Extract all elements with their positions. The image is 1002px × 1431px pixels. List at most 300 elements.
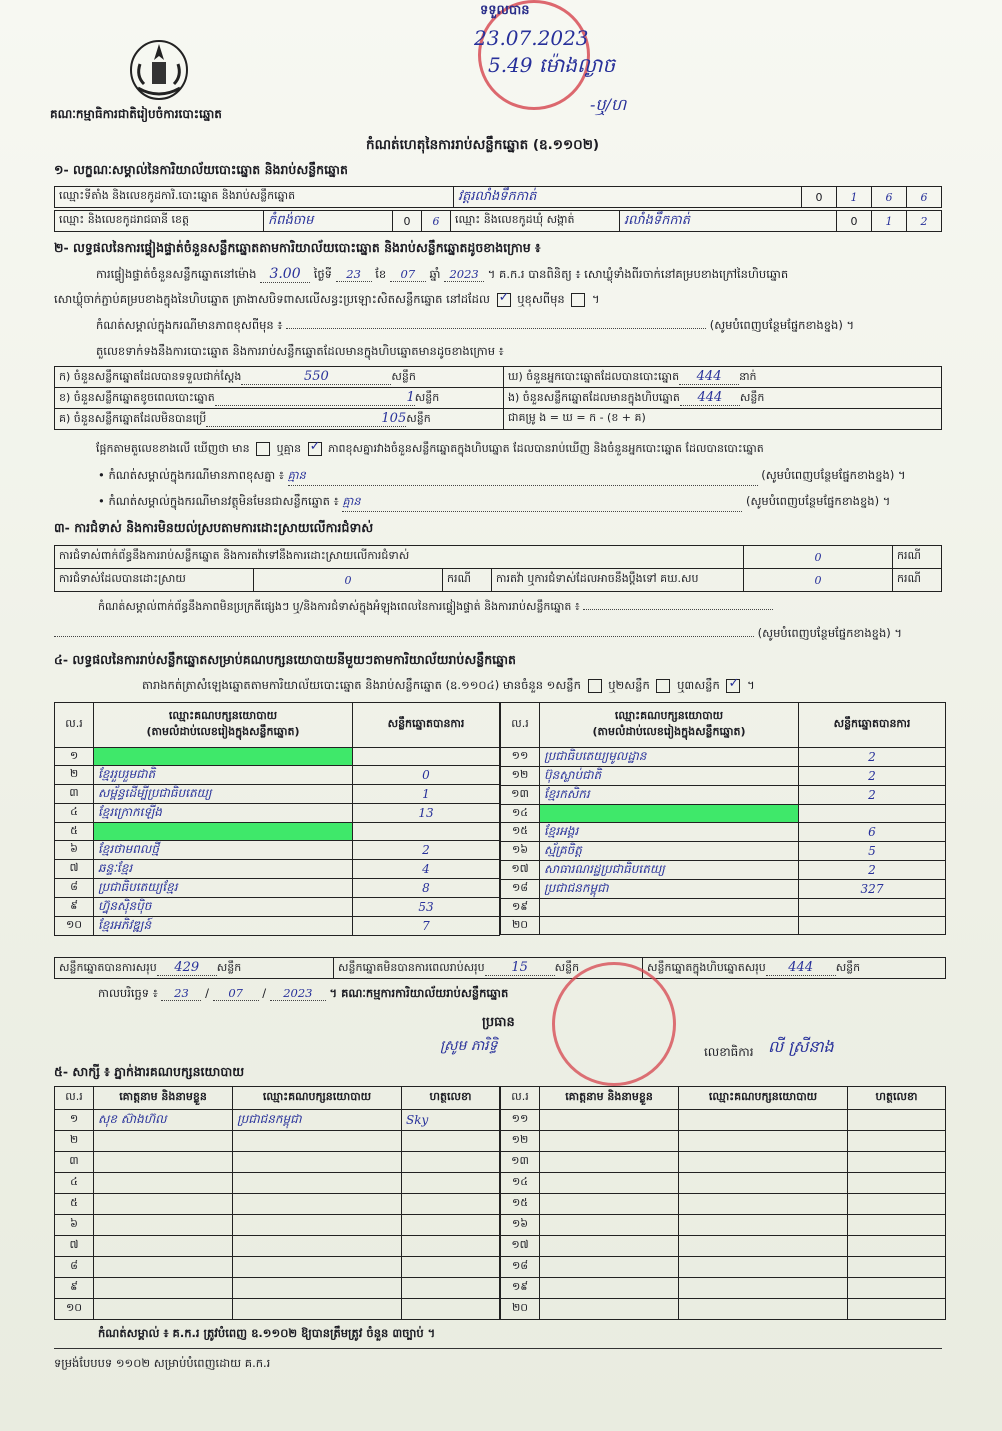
witness-name-cell[interactable] [94, 1257, 233, 1278]
table-row [501, 1131, 946, 1152]
witness-no-cell: ១១ [501, 1110, 540, 1131]
vr-votes-cell: 327 [799, 880, 946, 899]
table-row [55, 841, 500, 860]
vr-votes-cell [799, 805, 946, 823]
vl-party-cell: ខ្មែររួបរួមជាតិ [94, 766, 353, 785]
witness-name-cell[interactable]: សុខ ស៊ាងហ៊ល [94, 1110, 233, 1131]
count-b-value: 1 [215, 390, 415, 406]
section4-title: ៤- លទ្ធផលនៃការរាប់សន្លឹកឆ្នោតសម្រាប់គណបក្សនយោបាយនីមួយៗតាមការិយាល័យរាប់សន្លឹកឆ្នោត [54, 652, 516, 667]
witness-no-cell: ១៩ [501, 1278, 540, 1299]
table-row [501, 880, 946, 899]
witness-table-right [500, 1086, 946, 1320]
witness-no-cell: ៧ [55, 1236, 94, 1257]
wr-col-name: គោត្តនាម និងនាមខ្លួន [540, 1087, 679, 1110]
table-row [55, 1110, 500, 1131]
s1-row1-label: ឈ្មោះទីតាំង និងលេខកូដការិ.បោះឆ្នោត និងរាប់សន្លឹកឆ្នោត [55, 187, 454, 208]
vr-votes-cell: 2 [799, 861, 946, 880]
total-box-label: សន្លឹកឆ្នោតក្នុងហិបឆ្នោតសរុប [647, 960, 766, 974]
vr-no-cell: ១២ [501, 767, 540, 786]
witness-no-cell: ៤ [55, 1173, 94, 1194]
s1-code-4: 6 [907, 187, 942, 208]
witness-no-cell: ២ [55, 1131, 94, 1152]
s3-r2-label: ការជំទាស់ដែលបានដោះស្រាយ [55, 569, 254, 592]
table-row [55, 823, 500, 841]
s3-r2b-case: ករណី [893, 569, 942, 592]
section1-table-row2 [54, 210, 942, 232]
s3-fill-hint: (សូមបំពេញបន្ថែមផ្នែកខាងខ្នង) ។ [757, 626, 902, 640]
vl-votes-cell: 13 [353, 804, 500, 823]
compare-b: ឬគ្មាន [276, 442, 302, 455]
witness-sign-cell[interactable] [848, 1257, 946, 1278]
footer-form-ref: ទម្រង់បែបបទ ១១០២ សម្រាប់បំពេញដោយ គ.ក.រ [54, 1356, 271, 1370]
count-a-value: 550 [241, 369, 391, 385]
count-d-value: 444 [679, 369, 739, 385]
s1-code-2: 1 [837, 187, 872, 208]
vl-votes-cell [353, 823, 500, 841]
vl-no-cell: ២ [55, 766, 94, 785]
section1-title: ១- លក្ខណៈសម្គាល់នៃការិយាល័យបោះឆ្នោត និងរាប់សន្លឹកឆ្នោត [54, 162, 348, 177]
votes-table-left [54, 702, 500, 936]
done-year: 2023 [270, 986, 326, 1001]
table-row [501, 1194, 946, 1215]
witness-sign-cell[interactable] [402, 1131, 500, 1152]
table-row [501, 1152, 946, 1173]
count-d [504, 367, 942, 388]
table-row [55, 785, 500, 804]
witness-party-cell[interactable] [679, 1173, 848, 1194]
s2-line1-b: ។ គ.ក.រ បានពិនិត្យ ៖ សោឃ្លុំទាំងពីរចាក់នៅគម្របខាងក្រៅនៃហិបឆ្នោត [487, 267, 789, 281]
vl-votes-cell: 1 [353, 785, 500, 804]
total-valid-value: 429 [157, 960, 217, 976]
witness-sign-cell[interactable] [402, 1278, 500, 1299]
section5-title: ៥- សាក្សី ៖ ភ្នាក់ងារគណបក្សនយោបាយ [54, 1064, 245, 1079]
witness-party-cell[interactable] [679, 1299, 848, 1320]
count-b-unit: សន្លឹក [414, 390, 440, 404]
s1-code-1: 0 [802, 187, 837, 208]
witness-sign-cell[interactable] [402, 1194, 500, 1215]
witness-name-cell[interactable] [94, 1131, 233, 1152]
table-row [55, 1257, 500, 1278]
vl-no-cell: ៩ [55, 898, 94, 917]
wl-col-no: ល.រ [55, 1087, 94, 1110]
counts-table [54, 366, 942, 430]
vr-party-cell: ប្រជាធិបតេយ្យមូលដ្ឋាន [540, 748, 799, 767]
diff-note-row [98, 468, 906, 486]
vr-party-cell [540, 917, 799, 935]
wr-col-party: ឈ្មោះគណបក្សនយោបាយ [679, 1087, 848, 1110]
table-row [501, 1110, 946, 1131]
witness-name-cell[interactable] [94, 1299, 233, 1320]
witness-name-cell[interactable] [540, 1152, 679, 1173]
witness-party-cell[interactable] [679, 1110, 848, 1131]
vl-col-votes: សន្លឹកឆ្នោតបានការ [353, 703, 500, 748]
witness-sign-cell[interactable] [402, 1173, 500, 1194]
ballot-note-row [98, 494, 890, 512]
vr-no-cell: ១៧ [501, 861, 540, 880]
count-c-value: 105 [206, 411, 406, 427]
table-row [501, 823, 946, 842]
sheets-2-checkbox[interactable] [656, 679, 670, 693]
total-box-unit: សន្លឹក [835, 960, 861, 974]
witness-no-cell: ១០ [55, 1299, 94, 1320]
total-invalid-unit: សន្លឹក [554, 960, 580, 974]
table-row [55, 748, 500, 766]
count-b [55, 388, 504, 409]
s1-commune-code-1: 0 [837, 211, 872, 232]
form-title: កំណត់ហេតុនៃការរាប់សន្លឹកឆ្នោត (ឧ.១១០២) [366, 137, 600, 153]
witness-name-cell[interactable] [540, 1299, 679, 1320]
formula: ជាគម្រូ ង = ឃ = ក - (ខ + គ) [504, 409, 942, 430]
witness-party-cell[interactable] [233, 1173, 402, 1194]
footer-note: កំណត់សម្គាល់ ៖ គ.ក.រ ត្រូវបំពេញ ឧ.១១០២ ឱ្យបានត្រឹមត្រូវ ចំនួន ៣ច្បាប់ ។ [98, 1326, 436, 1340]
vr-col-party-title: ឈ្មោះគណបក្សនយោបាយ [614, 709, 724, 722]
count-c-unit: សន្លឹក [406, 411, 431, 425]
count-d-unit: នាក់ [739, 369, 757, 383]
count-e-unit: សន្លឹក [739, 390, 765, 404]
table-row [501, 1236, 946, 1257]
vl-party-cell: ប្រជាធិបតេយ្យខ្មែរ [94, 879, 353, 898]
s2-fill-hint: (សូមបំពេញបន្ថែមផ្នែកខាងខ្នង) ។ [709, 318, 855, 332]
sheets-1-checkbox[interactable] [588, 679, 602, 693]
table-row [501, 786, 946, 805]
section2-title: ២- លទ្ធផលនៃការផ្ទៀងផ្ទាត់ចំនួនសន្លឹកឆ្នោតតាមការិយាល័យបោះឆ្នោត និងរាប់សន្លឹកឆ្នោតដូចខាងក្រោម ៖ [54, 240, 541, 255]
witness-sign-cell[interactable] [848, 1110, 946, 1131]
witness-sign-cell[interactable] [402, 1215, 500, 1236]
vl-no-cell: ៦ [55, 841, 94, 860]
total-invalid-label: សន្លឹកឆ្នោតមិនបានការពេលរាប់សរុប [338, 960, 485, 974]
wl-col-party: ឈ្មោះគណបក្សនយោបាយ [233, 1087, 402, 1110]
witness-party-cell[interactable] [233, 1131, 402, 1152]
witness-party-cell[interactable] [233, 1257, 402, 1278]
vl-votes-cell [353, 748, 500, 766]
witness-no-cell: ១៣ [501, 1152, 540, 1173]
count-a [55, 367, 504, 388]
table-row [55, 804, 500, 823]
witness-name-cell[interactable] [94, 1236, 233, 1257]
table-row [55, 1152, 500, 1173]
witness-party-cell[interactable]: ប្រជាជនកម្ពុជា [233, 1110, 402, 1131]
diff-note-value: គ្មាន [288, 468, 758, 486]
witness-no-cell: ១៤ [501, 1173, 540, 1194]
count-c-label: គ) ចំនួនសន្លឹកឆ្នោតដែលមិនបានប្រើ [59, 411, 207, 425]
vr-party-cell [540, 899, 799, 917]
s2-counts-intro: តួលេខទាក់ទងនឹងការបោះឆ្នោត និងការរាប់សន្លឹកឆ្នោតដែលមានក្នុងហិបឆ្នោតមានដូចខាងក្រោម ៖ [96, 344, 504, 358]
witness-party-cell[interactable] [233, 1236, 402, 1257]
s2-note-dots [286, 328, 706, 329]
vr-col-votes: សន្លឹកឆ្នោតបានការ [799, 703, 946, 748]
vr-votes-cell [799, 899, 946, 917]
witness-no-cell: ១៥ [501, 1194, 540, 1215]
vr-votes-cell: 2 [799, 748, 946, 767]
witness-party-cell[interactable] [233, 1215, 402, 1236]
witness-sign-cell[interactable] [848, 1173, 946, 1194]
vr-votes-cell: 5 [799, 842, 946, 861]
s2-note-label: កំណត់សម្គាល់ក្នុងករណីមានភាពខុសពីមុន ៖ [96, 318, 283, 332]
ballot-note-hint: (សូមបំពេញបន្ថែមផ្នែកខាងខ្នង) ។ [745, 494, 891, 508]
no-diff-checkbox[interactable] [308, 442, 322, 456]
witness-name-cell[interactable] [94, 1173, 233, 1194]
witness-no-cell: ១ [55, 1110, 94, 1131]
receipt-time: 5.49 ម៉ោងល្ងាច [488, 53, 616, 77]
s2-line1 [96, 266, 946, 284]
witness-no-cell: ១៨ [501, 1257, 540, 1278]
table-row [501, 748, 946, 767]
receipt-date: 23.07.2023 [474, 26, 589, 50]
vl-col-party-title: ឈ្មោះគណបក្សនយោបាយ [168, 709, 278, 722]
table-row [55, 1215, 500, 1236]
s2-opt-same: ឬខុសពីមុន [517, 292, 565, 306]
s3-r2-case: ករណី [443, 569, 492, 592]
done-day: 23 [161, 986, 201, 1001]
witness-no-cell: ៣ [55, 1152, 94, 1173]
witness-party-cell[interactable] [233, 1152, 402, 1173]
witness-party-cell[interactable] [679, 1152, 848, 1173]
vr-no-cell: ១៣ [501, 786, 540, 805]
compare-row [96, 442, 764, 458]
vl-col-party [94, 703, 353, 748]
table-row [501, 805, 946, 823]
secretary-label: លេខាធិការ [704, 1045, 754, 1059]
different-checkbox[interactable] [571, 293, 585, 307]
witness-party-cell[interactable] [679, 1257, 848, 1278]
table-row [55, 898, 500, 917]
wl-col-name: គោត្តនាម និងនាមខ្លួន [94, 1087, 233, 1110]
s1-commune-code-2: 1 [872, 211, 907, 232]
table-row [55, 879, 500, 898]
s2-line2: សោឃ្លុំចាក់ភ្ជាប់គម្របខាងក្នុងនៃហិបឆ្នោត ត្រាងាសបិទពាសលើសន្ធះប្រឡោះសិតសន្លឹកឆ្នោត នៅដដែល [54, 292, 490, 306]
s3-r2-value: 0 [254, 569, 443, 592]
footer-divider [54, 1348, 942, 1349]
vl-votes-cell: 0 [353, 766, 500, 785]
vl-party-cell: សម្ព័ន្ធដើម្បីប្រជាធិបតេយ្យ [94, 785, 353, 804]
royal-emblem-icon [128, 38, 190, 102]
s1-commune-value: រលាំងទឹកកាត់ [620, 211, 837, 232]
vr-party-cell: ខ្មែរអង្គរ [540, 823, 799, 842]
same-checkbox[interactable] [497, 293, 511, 307]
s4-subtitle-c: ឬ៣សន្លឹក [677, 678, 720, 692]
vr-no-cell: ១៨ [501, 880, 540, 899]
witness-sign-cell[interactable]: Sky [402, 1110, 500, 1131]
count-e-value: 444 [680, 390, 740, 406]
s1-row2-code-2: 6 [422, 211, 451, 232]
vl-party-cell: ឆន្ទៈខ្មែរ [94, 860, 353, 879]
witness-sign-cell[interactable] [848, 1152, 946, 1173]
done-row: កាលបរិច្ឆេទ ៖ 23 / 07 / 2023 ។ គណៈកម្មការការិយាល័យរាប់សន្លឹកឆ្នោត [98, 986, 509, 1000]
witness-party-cell[interactable] [679, 1278, 848, 1299]
table-row [501, 842, 946, 861]
table-row [501, 1215, 946, 1236]
s1-row2-value: កំពង់ចាម [264, 211, 393, 232]
vl-no-cell: ១០ [55, 917, 94, 936]
witness-sign-cell[interactable] [848, 1299, 946, 1320]
witness-party-cell[interactable] [679, 1236, 848, 1257]
vr-col-no: ល.រ [501, 703, 540, 748]
ballot-note-value: គ្មាន [342, 494, 742, 512]
s2-day-label: ថ្ងៃទី [313, 267, 332, 281]
vl-party-cell: ខ្មែរថាមពលថ្មី [94, 841, 353, 860]
table-row [501, 767, 946, 786]
receipt-label: ទទួលបាន [480, 3, 530, 18]
table-row [501, 1257, 946, 1278]
total-valid-label: សន្លឹកឆ្នោតបានការសរុប [59, 960, 157, 974]
table-row [501, 899, 946, 917]
witness-no-cell: ១៧ [501, 1236, 540, 1257]
done-tail: ។ គណៈកម្មការការិយាល័យរាប់សន្លឹកឆ្នោត [329, 986, 509, 1000]
s2-day: 23 [336, 267, 372, 282]
vr-no-cell: ១៦ [501, 842, 540, 861]
witness-party-cell[interactable] [233, 1278, 402, 1299]
diff-note-label: • កំណត់សម្គាល់ក្នុងករណីមានភាពខុសគ្នា ៖ [98, 468, 284, 482]
table-row [55, 917, 500, 936]
count-a-unit: សន្លឹក [391, 369, 416, 383]
witness-no-cell: ១២ [501, 1131, 540, 1152]
vl-party-cell [94, 748, 353, 766]
section1-table [54, 186, 942, 208]
vr-col-party-sub: (តាមលំដាប់លេខរៀងក្នុងសន្លឹកឆ្នោត) [592, 725, 746, 738]
s2-line1-a: ការផ្ទៀងផ្ទាត់ចំនួនសន្លឹកឆ្នោតនៅម៉ោង [96, 267, 257, 281]
witness-sign-cell[interactable] [848, 1236, 946, 1257]
vr-party-cell: ប៊ុនស្លាប់ជាតិ [540, 767, 799, 786]
table-row [501, 861, 946, 880]
witness-name-cell[interactable] [540, 1173, 679, 1194]
s3-r2b-value: 0 [744, 569, 893, 592]
s3-note: កំណត់សម្គាល់ពាក់ព័ន្ធនឹងភាពមិនប្រក្រតីផ្សេងៗ ឬ/និងការជំទាស់ក្នុងអំឡុងពេលនៃការផ្ទៀងផ្ទាត់ និងការរាប់សន្លឹកឆ្នោត ៖ [98, 600, 580, 613]
witness-party-cell[interactable] [679, 1131, 848, 1152]
table-row [55, 766, 500, 785]
table-row [55, 1173, 500, 1194]
count-c [55, 409, 504, 430]
witness-party-cell[interactable] [233, 1194, 402, 1215]
vr-no-cell: ១៤ [501, 805, 540, 823]
vr-party-cell: ស្ម័គ្រចិត្ត [540, 842, 799, 861]
chair-name: ស្រូម ភារិទ្ធិ [440, 1038, 498, 1054]
table-row [55, 1131, 500, 1152]
count-a-label: ក) ចំនួនសន្លឹកឆ្នោតដែលបានទទួលជាក់ស្តែង [59, 369, 242, 383]
witness-name-cell[interactable] [540, 1278, 679, 1299]
witness-no-cell: ៦ [55, 1215, 94, 1236]
table-row [55, 1236, 500, 1257]
vl-party-cell [94, 823, 353, 841]
totals-row [54, 957, 946, 979]
s4-subtitle-b: ឬ២សន្លឹក [608, 678, 650, 692]
sheets-3-checkbox[interactable] [726, 679, 740, 693]
vl-no-cell: ៨ [55, 879, 94, 898]
s3-r1-value: 0 [744, 546, 893, 569]
total-valid-unit: សន្លឹក [216, 960, 242, 974]
vl-col-no: ល.រ [55, 703, 94, 748]
compare-a: ផ្អែកតាមតួលេខខាងលើ ឃើញថា មាន [96, 442, 250, 455]
vl-votes-cell: 8 [353, 879, 500, 898]
section3-table [54, 545, 942, 592]
witness-name-cell[interactable] [540, 1131, 679, 1152]
witness-name-cell[interactable] [94, 1152, 233, 1173]
witness-name-cell[interactable] [540, 1215, 679, 1236]
vl-votes-cell: 7 [353, 917, 500, 936]
witness-sign-cell[interactable] [848, 1194, 946, 1215]
count-b-label: ខ) ចំនួនសន្លឹកឆ្នោតខូចពេលបោះឆ្នោត [59, 390, 215, 404]
s3-r2b-label: ការតវ៉ា ឬការជំទាស់ដែលអាចនឹងប្តឹងទៅ គឃ.សប [492, 569, 744, 592]
witness-sign-cell[interactable] [848, 1278, 946, 1299]
vr-party-cell: សាធារណរដ្ឋប្រជាធិបតេយ្យ [540, 861, 799, 880]
witness-party-cell[interactable] [679, 1215, 848, 1236]
witness-sign-cell[interactable] [402, 1257, 500, 1278]
witness-sign-cell[interactable] [848, 1215, 946, 1236]
witness-name-cell[interactable] [540, 1110, 679, 1131]
vl-party-cell: ហ្វ៊ុនស៊ិនប៉ិច [94, 898, 353, 917]
total-valid [55, 958, 334, 979]
wr-col-no: ល.រ [501, 1087, 540, 1110]
total-box-value: 444 [766, 960, 836, 976]
s1-row1-value: វត្តរលាំងទឹកកាត់ [454, 187, 802, 208]
table-row [55, 1194, 500, 1215]
witness-sign-cell[interactable] [402, 1152, 500, 1173]
witness-name-cell[interactable] [540, 1236, 679, 1257]
witness-name-cell[interactable] [94, 1215, 233, 1236]
section3-title: ៣- ការជំទាស់ និងការមិនយល់ស្របតាមការដោះស្រាយលើការជំទាស់ [54, 520, 374, 535]
witness-no-cell: ១៦ [501, 1215, 540, 1236]
witness-name-cell[interactable] [540, 1194, 679, 1215]
table-row [501, 1299, 946, 1320]
witness-name-cell[interactable] [94, 1194, 233, 1215]
witness-sign-cell[interactable] [402, 1236, 500, 1257]
votes-table-right [500, 702, 946, 935]
s2-month: 07 [390, 267, 426, 282]
vr-votes-cell: 2 [799, 767, 946, 786]
done-label: កាលបរិច្ឆេទ ៖ [98, 986, 158, 1000]
s1-code-3: 6 [872, 187, 907, 208]
wl-col-sign: ហត្ថលេខា [402, 1087, 500, 1110]
total-box [643, 958, 946, 979]
s2-year: 2023 [444, 267, 484, 282]
s2-time: 3.00 [260, 266, 310, 283]
s4-subtitle-a: តារាងកត់ត្រាសំឡេងឆ្នោតតាមការិយាល័យបោះឆ្នោត និងរាប់សន្លឹកឆ្នោត (ឧ.១១០៤) មានចំនួន ១សន្លឹក [142, 678, 581, 692]
count-e-label: ង) ចំនួនសន្លឹកឆ្នោតដែលមានក្នុងហិបឆ្នោត [508, 390, 680, 404]
witness-sign-cell[interactable] [848, 1131, 946, 1152]
s3-note-row2 [54, 626, 902, 643]
witness-no-cell: ៨ [55, 1257, 94, 1278]
vl-no-cell: ៥ [55, 823, 94, 841]
s1-row2-label: ឈ្មោះ និងលេខកូដរាជធានី ខេត្ត [55, 211, 264, 232]
wr-col-sign: ហត្ថលេខា [848, 1087, 946, 1110]
s3-note-dots [583, 609, 773, 610]
done-month: 07 [213, 986, 259, 1001]
vl-party-cell: ខ្មែរក្រោកឡើង [94, 804, 353, 823]
witness-sign-cell[interactable] [402, 1299, 500, 1320]
secretary-name: លី ស្រីនាង [768, 1037, 834, 1056]
s2-note-row [96, 318, 854, 335]
total-invalid-value: 15 [485, 960, 555, 976]
vr-no-cell: ២០ [501, 917, 540, 935]
s2-month-label: ខែ [375, 267, 387, 281]
vl-no-cell: ៣ [55, 785, 94, 804]
receipt-sign-note: -ឬ/ហ [590, 95, 627, 114]
vr-votes-cell: 2 [799, 786, 946, 805]
witness-name-cell[interactable] [540, 1257, 679, 1278]
vr-votes-cell [799, 917, 946, 935]
vr-no-cell: ១១ [501, 748, 540, 767]
vl-votes-cell: 4 [353, 860, 500, 879]
vr-party-cell [540, 805, 799, 823]
s2-line2-row: សោឃ្លុំចាក់ភ្ជាប់គម្របខាងក្នុងនៃហិបឆ្នោត ត្រាងាសបិទពាសលើសន្ធះប្រឡោះសិតសន្លឹកឆ្នោត នៅដដែល ✓ ឬខុសពីមុន ។ [54, 292, 600, 309]
table-row [55, 860, 500, 879]
s3-note-row [98, 600, 773, 616]
witness-party-cell[interactable] [679, 1194, 848, 1215]
vr-party-cell: ប្រជាជនកម្ពុជា [540, 880, 799, 899]
has-diff-checkbox[interactable] [256, 442, 270, 456]
witness-name-cell[interactable] [94, 1278, 233, 1299]
vr-party-cell: ខ្មែរកសិករ [540, 786, 799, 805]
witness-party-cell[interactable] [233, 1299, 402, 1320]
